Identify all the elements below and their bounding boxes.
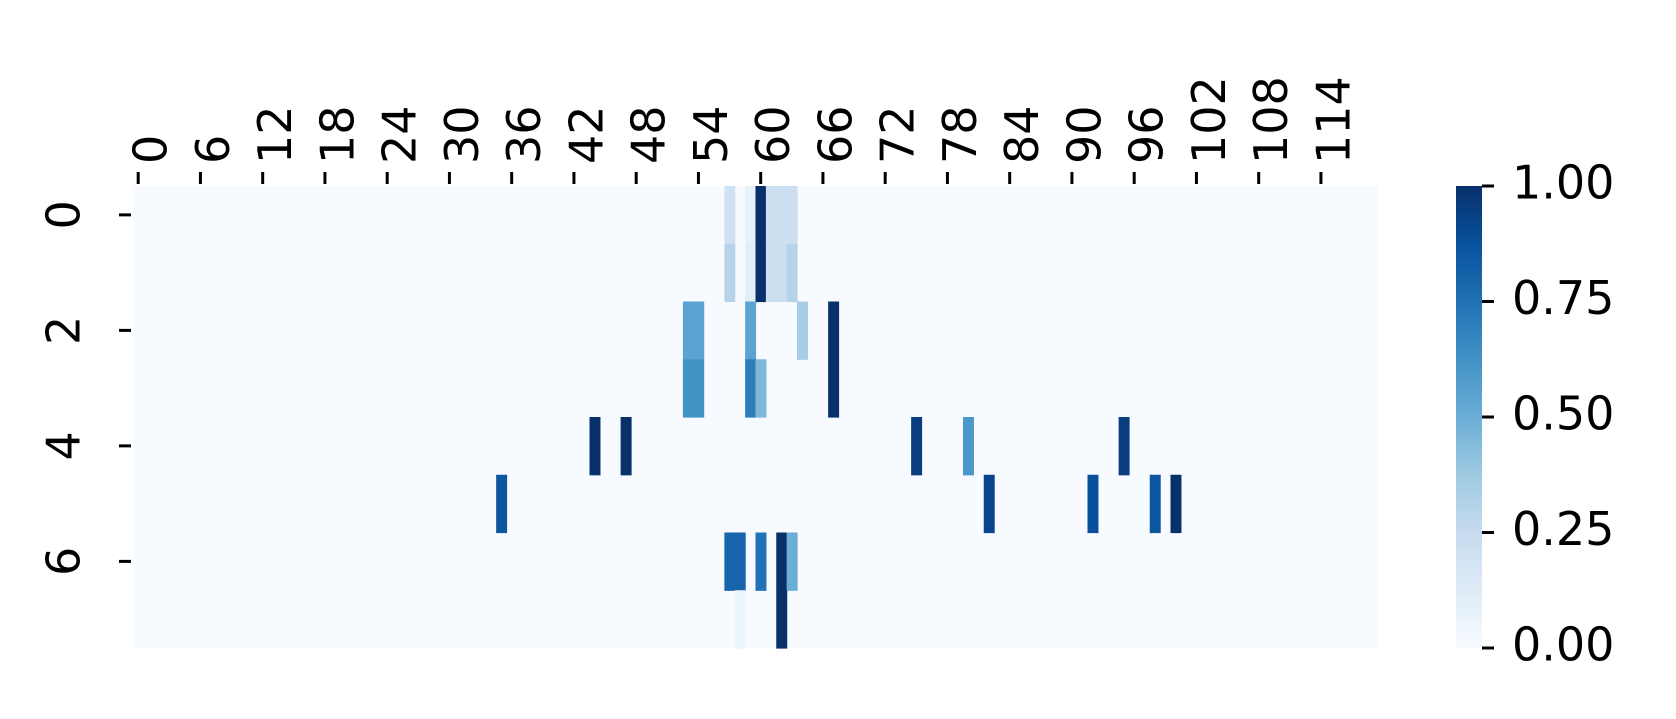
heatmap-cell [724, 244, 735, 302]
heatmap-cell [693, 302, 704, 360]
heatmap-cell [756, 359, 767, 417]
heatmap-cell [1171, 475, 1182, 533]
x-tick-label: 24 [372, 105, 427, 164]
heatmap-cell [756, 533, 767, 591]
x-tick-label: 60 [746, 105, 801, 164]
x-axis [124, 76, 1361, 184]
heatmap-cell [756, 186, 767, 244]
heatmap-cells [133, 186, 1378, 649]
x-tick-label: 90 [1057, 105, 1112, 164]
heatmap-cell [735, 533, 746, 591]
heatmap-cell [756, 244, 767, 302]
heatmap-cell [1119, 417, 1130, 475]
y-tick-label: 2 [36, 315, 91, 346]
x-tick-label: 12 [248, 105, 303, 164]
heatmap-cell [963, 417, 974, 475]
x-tick-label: 0 [123, 134, 178, 164]
y-tick-label: 4 [36, 431, 91, 461]
heatmap-cell [496, 475, 507, 533]
heatmap-cell [724, 186, 735, 244]
x-tick-label: 18 [310, 105, 365, 164]
x-tick-label: 72 [870, 105, 925, 164]
heatmap-cell [797, 302, 808, 360]
colorbar-gradient [1456, 186, 1482, 648]
heatmap-cell [745, 302, 756, 360]
heatmap-cell [776, 186, 787, 244]
x-tick-label: 36 [497, 105, 552, 164]
x-tick-label: 6 [185, 134, 240, 164]
x-tick-label: 84 [995, 105, 1050, 164]
x-tick-label: 114 [1306, 76, 1361, 164]
colorbar [1456, 186, 1482, 648]
heatmap-cell [683, 359, 694, 417]
colorbar-ticks [1482, 156, 1614, 672]
heatmap-cell [745, 186, 756, 244]
heatmap-cell [828, 359, 839, 417]
heatmap-cell [787, 186, 798, 244]
heatmap-cell [787, 244, 798, 302]
heatmap-cell [590, 417, 601, 475]
heatmap-cell [984, 475, 995, 533]
x-tick-label: 30 [434, 105, 489, 164]
y-tick-label: 6 [36, 546, 91, 577]
heatmap-cell [1088, 475, 1099, 533]
y-tick-label: 0 [36, 200, 91, 230]
colorbar-tick-label: 0.50 [1512, 386, 1615, 441]
heatmap-cell [735, 590, 746, 648]
heatmap-cell [621, 417, 632, 475]
colorbar-tick-label: 0.25 [1512, 502, 1615, 556]
x-tick-label: 66 [808, 105, 863, 164]
heatmap-cell [776, 590, 787, 648]
x-tick-label: 54 [683, 105, 738, 164]
x-tick-label: 42 [559, 105, 614, 164]
x-tick-label: 102 [1181, 76, 1236, 164]
heatmap-cell [828, 302, 839, 360]
x-tick-label: 108 [1244, 76, 1299, 164]
heatmap-cell [693, 359, 704, 417]
colorbar-tick-label: 1.00 [1512, 155, 1615, 210]
x-tick-label: 96 [1119, 105, 1174, 164]
heatmap-cell [745, 359, 756, 417]
x-tick-label: 48 [621, 105, 676, 164]
heatmap-cell [1150, 475, 1161, 533]
heatmap-cell [911, 417, 922, 475]
heatmap-cell [745, 244, 756, 302]
heatmap-cell [787, 533, 798, 591]
colorbar-tick-label: 0.00 [1512, 617, 1615, 672]
heatmap-cell [776, 244, 787, 302]
heatmap-cell [766, 244, 777, 302]
x-tick-label: 78 [932, 105, 987, 164]
y-axis [37, 200, 132, 576]
heatmap-cell [776, 533, 787, 591]
heatmap-cell [724, 533, 735, 591]
colorbar-tick-label: 0.75 [1512, 271, 1615, 325]
heatmap-cell [766, 186, 777, 244]
heatmap-cell [683, 302, 694, 360]
